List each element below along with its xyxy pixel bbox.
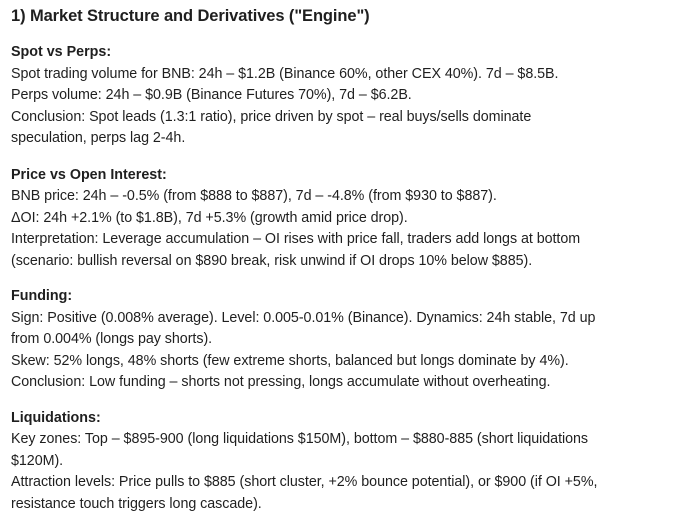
section-heading: Spot vs Perps: (11, 42, 669, 64)
section-heading: Price vs Open Interest: (11, 165, 669, 187)
text-line: Spot trading volume for BNB: 24h – $1.2B (Binance 60%, other CEX 40%). 7d – $8.5B. (11, 64, 669, 86)
section-price-vs-open-interest (11, 165, 669, 273)
text-line: Attraction levels: Price pulls to $885 (short cluster, +2% bounce potential), or $900 (if OI +5%, (11, 472, 669, 494)
text-line: resistance touch triggers long cascade). (11, 494, 669, 515)
text-line: ΔOI: 24h +2.1% (to $1.8B), 7d +5.3% (growth amid price drop). (11, 208, 669, 230)
section-funding (11, 286, 669, 394)
text-line: from 0.004% (longs pay shorts). (11, 329, 669, 351)
text-line: Skew: 52% longs, 48% shorts (few extreme shorts, balanced but longs dominate by 4%). (11, 351, 669, 373)
section-liquidations (11, 408, 669, 515)
text-line: Conclusion: Low funding – shorts not pressing, longs accumulate without overheating. (11, 372, 669, 394)
text-line: Key zones: Top – $895-900 (long liquidations $150M), bottom – $880-885 (short liquidations (11, 429, 669, 451)
text-line: speculation, perps lag 2-4h. (11, 128, 669, 150)
text-line: (scenario: bullish reversal on $890 break, risk unwind if OI drops 10% below $885). (11, 251, 669, 273)
text-line: $120M). (11, 451, 669, 473)
text-line: Sign: Positive (0.008% average). Level: 0.005-0.01% (Binance). Dynamics: 24h stable, 7d up (11, 308, 669, 330)
section-spot-vs-perps (11, 42, 669, 150)
text-line: BNB price: 24h – -0.5% (from $888 to $887), 7d – -4.8% (from $930 to $887). (11, 186, 669, 208)
section-heading: Liquidations: (11, 408, 669, 430)
text-line: Perps volume: 24h – $0.9B (Binance Futures 70%), 7d – $6.2B. (11, 85, 669, 107)
text-line: Interpretation: Leverage accumulation – OI rises with price fall, traders add longs at bottom (11, 229, 669, 251)
section-heading: Funding: (11, 286, 669, 308)
document-title: 1) Market Structure and Derivatives ("Engine") (11, 4, 669, 27)
text-line: Conclusion: Spot leads (1.3:1 ratio), price driven by spot – real buys/sells dominate (11, 107, 669, 129)
